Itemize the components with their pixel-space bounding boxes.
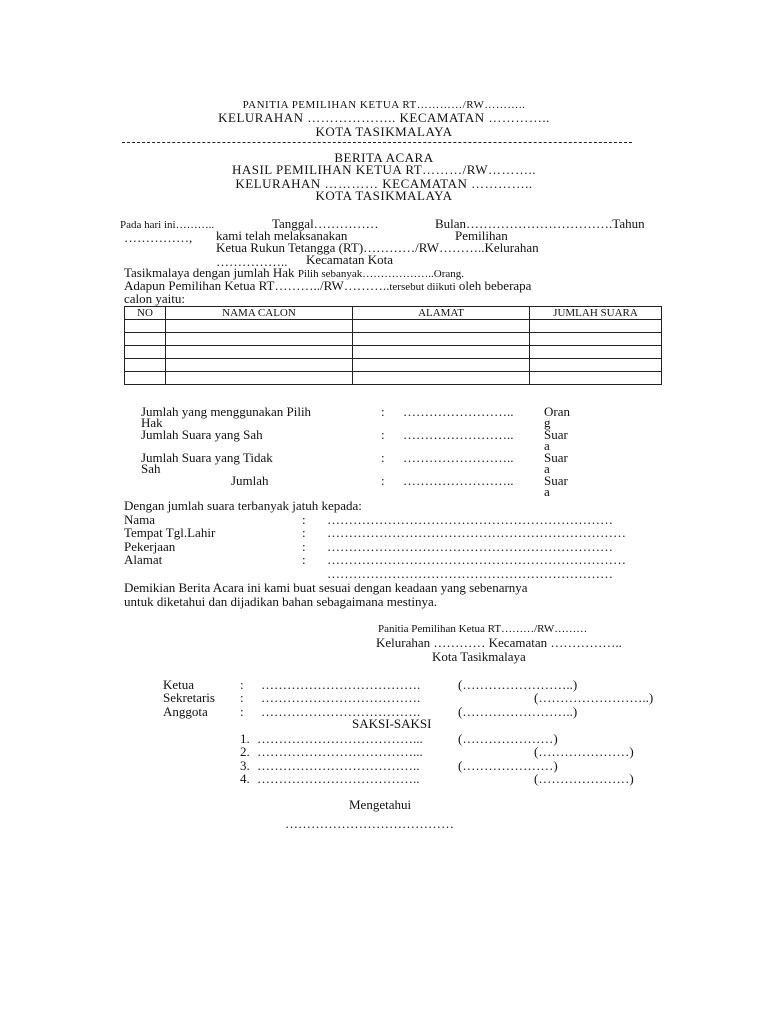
table-cell [353, 346, 530, 359]
mengetahui-label: Mengetahui [349, 797, 412, 812]
summary-r1-unit: Oran [544, 404, 570, 419]
officer-sekretaris-signature: (……………………..) [534, 690, 654, 705]
winner-pekerjaan-label: Pekerjaan [124, 539, 176, 554]
table-cell [125, 320, 166, 333]
officer-sekretaris-colon: : [240, 690, 244, 705]
intro-adapun-post: oleh beberapa [458, 278, 532, 293]
table-row [125, 372, 662, 385]
winner-ttl-dots: …………………………………………………………… [327, 525, 626, 540]
table-cell [530, 346, 662, 359]
signature-city: Kota Tasikmalaya [432, 649, 526, 664]
intro-kami-telah: kami telah melaksanakan [216, 228, 348, 243]
table-cell [353, 333, 530, 346]
table-header-nama: NAMA CALON [166, 307, 353, 320]
summary-r4-label: Jumlah [231, 473, 269, 488]
table-cell [125, 333, 166, 346]
saksi-title: SAKSI-SAKSI [352, 716, 432, 731]
saksi-item-2-num: 2. [240, 744, 250, 759]
table-row [125, 359, 662, 372]
header-kelurahan: KELURAHAN ……………….. KECAMATAN ………….. [218, 110, 550, 125]
intro-dots-year: ……………, [124, 230, 193, 245]
table-cell [166, 359, 353, 372]
saksi-item-1-signature: (…………………) [458, 731, 558, 746]
summary-r3-unit: Suar [544, 450, 568, 465]
table-row [125, 333, 662, 346]
table-cell [353, 320, 530, 333]
title-city: KOTA TASIKMALAYA [315, 188, 453, 203]
saksi-item-1-dots: ………………………………... [257, 731, 423, 746]
table-header-no: NO [125, 307, 166, 320]
intro-pada-hari: Pada hari ini……….. [120, 219, 215, 231]
winner-ttl-colon: : [302, 525, 306, 540]
closing-line2: untuk diketahui dan dijadikan bahan sebagaimana mestinya. [124, 594, 437, 609]
table-cell [353, 372, 530, 385]
saksi-item-2-dots: ………………………………... [257, 744, 423, 759]
summary-r2-colon: : [381, 427, 385, 442]
table-cell [166, 320, 353, 333]
summary-r4-unit2: a [544, 484, 550, 499]
winner-nama-label: Nama [124, 512, 156, 527]
summary-r3-unit2: a [544, 461, 550, 476]
saksi-item-2-signature: (…………………) [534, 744, 634, 759]
summary-r2-dots: …………………….. [403, 427, 514, 442]
title-hasil-pemilihan: HASIL PEMILIHAN KETUA RT………/RW……….. [231, 162, 537, 177]
summary-r3-label: Jumlah Suara yang Tidak [141, 450, 273, 465]
winner-alamat-dots-2: ………………………………………………………… [327, 566, 613, 581]
summary-r3-label2: Sah [141, 461, 161, 476]
summary-r2-label: Jumlah Suara yang Sah [141, 427, 263, 442]
officer-sekretaris-dots: ………………………………. [261, 690, 421, 705]
summary-r1-label: Jumlah yang menggunakan Pilih [141, 404, 312, 419]
table-header-row [125, 307, 662, 320]
summary-r1-unit2: g [544, 415, 551, 430]
saksi-item-4-num: 4. [240, 771, 250, 786]
officer-anggota-colon: : [240, 704, 244, 719]
signature-kelurahan: Kelurahan ………… Kecamatan …………….. [376, 635, 622, 650]
saksi-item-3-dots: ……………………………….. [257, 758, 420, 773]
officer-ketua-colon: : [240, 677, 244, 692]
table-row [125, 320, 662, 333]
table-cell [530, 372, 662, 385]
winner-ttl-label: Tempat Tgl.Lahir [124, 525, 216, 540]
saksi-item-4-dots: ……………………………….. [257, 771, 420, 786]
intro-adapun-small: tersebut diikuti [389, 281, 456, 293]
summary-r4-unit: Suar [544, 473, 568, 488]
winner-alamat-dots: …………………………………………………………… [327, 552, 626, 567]
officer-ketua-signature: (……………………..) [458, 677, 578, 692]
header-city: KOTA TASIKMALAYA [315, 124, 453, 139]
title-kelurahan: KELURAHAN ………… KECAMATAN ………….. [235, 176, 533, 191]
summary-r3-dots: …………………….. [403, 450, 514, 465]
table-cell [530, 359, 662, 372]
winner-alamat-label: Alamat [124, 552, 163, 567]
closing-line1: Demikian Berita Acara ini kami buat sesuai dengan keadaan yang sebenarnya [124, 580, 528, 595]
table-header-jumlah: JUMLAH SUARA [530, 307, 662, 320]
table-cell [125, 346, 166, 359]
winner-pekerjaan-colon: : [302, 539, 306, 554]
intro-calon: calon yaitu: [124, 291, 186, 306]
mengetahui-signature-line: ………………………………… [285, 816, 454, 831]
officer-anggota-label: Anggota [163, 704, 208, 719]
winner-pekerjaan-dots: ………………………………………………………… [327, 539, 613, 554]
intro-adapun-text: Adapun Pemilihan Ketua RT………../RW……….. [124, 278, 390, 293]
summary-r4-dots: …………………….. [403, 473, 514, 488]
summary-r1-label2: Hak [141, 415, 163, 430]
saksi-item-3-num: 3. [240, 758, 250, 773]
saksi-item-3-signature: (…………………) [458, 758, 558, 773]
summary-r2-unit: Suar [544, 427, 568, 442]
winner-intro: Dengan jumlah suara terbanyak jatuh kepada: [124, 498, 362, 513]
table-cell [353, 359, 530, 372]
table-cell [166, 372, 353, 385]
intro-kecamatan-kota: Kecamatan Kota [306, 252, 393, 267]
officer-ketua-dots: ………………………………. [261, 677, 421, 692]
header-divider [122, 142, 632, 143]
intro-tanggal: Tanggal…………… [272, 216, 379, 231]
table-cell [125, 372, 166, 385]
table-cell [166, 346, 353, 359]
saksi-item-4-signature: (…………………) [534, 771, 634, 786]
header-committee: PANITIA PEMILIHAN KETUA RT…………/RW……….. [242, 99, 526, 111]
officer-anggota-dots: ………………………………. [261, 704, 421, 719]
table-cell [530, 333, 662, 346]
candidates-table [124, 306, 662, 385]
signature-committee: Panitia Pemilihan Ketua RT………/RW……… [378, 623, 588, 635]
summary-r4-colon: : [381, 473, 385, 488]
intro-dots-kelurahan: …………….. [216, 254, 288, 269]
table-cell [125, 359, 166, 372]
title-berita-acara: BERITA ACARA [334, 150, 434, 165]
intro-bulan: Bulan…………………………….Tahun [435, 216, 645, 231]
summary-r2-unit2: a [544, 438, 550, 453]
summary-r1-colon: : [381, 404, 385, 419]
saksi-item-1-num: 1. [240, 731, 250, 746]
summary-r1-dots: …………………….. [403, 404, 514, 419]
officer-anggota-signature: (……………………..) [458, 704, 578, 719]
winner-nama-colon: : [302, 512, 306, 527]
intro-tasik-small: Pilih sebanyak………………..Orang. [297, 268, 465, 280]
table-header-alamat: ALAMAT [353, 307, 530, 320]
intro-ketua-rukun: Ketua Rukun Tetangga (RT)…………/RW………..Kelurahan [216, 240, 539, 255]
intro-pemilihan: Pemilihan [455, 228, 508, 243]
table-cell [166, 333, 353, 346]
intro-adapun [124, 278, 531, 295]
winner-alamat-colon: : [302, 552, 306, 567]
summary-r3-colon: : [381, 450, 385, 465]
officer-sekretaris-label: Sekretaris [163, 690, 215, 705]
table-row [125, 346, 662, 359]
winner-nama-dots: ………………………………………………………… [327, 512, 613, 527]
table-cell [530, 320, 662, 333]
officer-ketua-label: Ketua [163, 677, 195, 692]
intro-tasik-text: Tasikmalaya dengan jumlah Hak [124, 265, 295, 280]
